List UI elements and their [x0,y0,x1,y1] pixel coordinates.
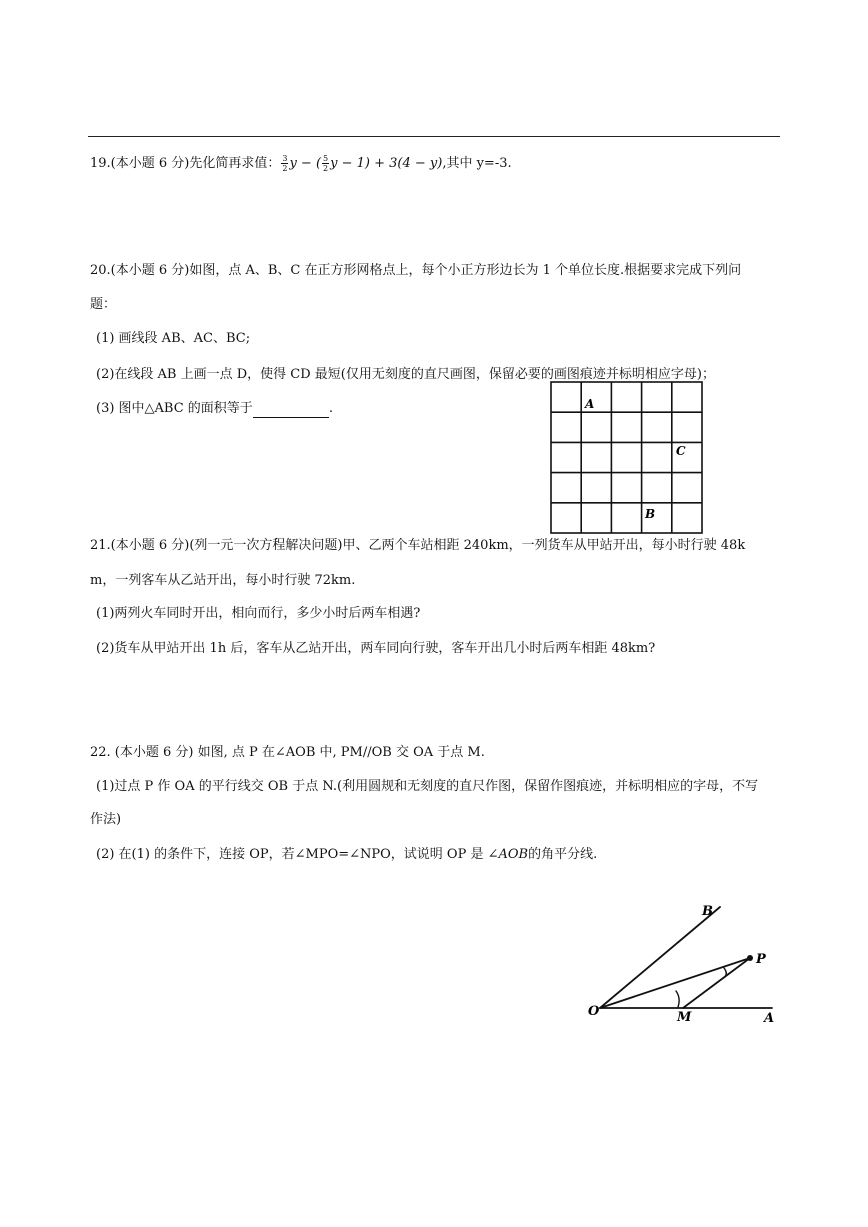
q22-part-1b: 作法) [90,812,122,827]
grid-label-b: B [645,507,656,521]
q20-part-3-text: (3) 图中△ABC 的面积等于 [96,401,253,416]
q22-part-2 [96,846,597,864]
angle-figure [580,895,790,1035]
q20-part-2: (2)在线段 AB 上画一点 D，使得 CD 最短(仅用无刻度的直尺画图，保留必要的画图痕迹并标明相应字母)； [96,367,715,382]
q22-part-2-text: (2) 在(1) 的条件下，连接 OP，若∠MPO=∠NPO，试说明 OP 是 [96,847,488,862]
q21-line-1: 21.(本小题 6 分)(列一元一次方程解决问题)甲、乙两个车站相距 240km，一列货车从甲站开出，每小时行驶 48k [90,538,746,553]
q19-term-2: y − 1) + 3(4 − y) [330,156,443,171]
header-rule [88,136,780,137]
q20-part-3-end: . [328,401,333,416]
answer-blank [253,404,329,418]
figure-label-a: A [764,1011,775,1026]
figure-label-m: M [677,1010,692,1025]
q21-line-2: m，一列客车从乙站开出，每小时行驶 72km. [90,573,356,588]
q19-term-1: y − ( [289,156,322,171]
figure-label-o: O [588,1004,600,1019]
q22-part-1a: (1)过点 P 作 OA 的平行线交 OB 于点 N.(利用圆规和无刻度的直尺作图，保留作图痕迹，并标明相应的字母，不写 [96,779,759,794]
q19-fraction-1: $\frac{3}{2}$ [282,154,288,173]
square-grid-figure [549,380,705,536]
q21-part-2: (2)货车从甲站开出 1h 后，客车从乙站开出，两车同向行驶，客车开出几小时后两车相距 48km? [96,641,656,656]
q20-line-2: 题： [90,297,117,312]
grid-label-c: C [676,444,686,458]
q19-fraction-2: $\frac{5}{2}$ [323,154,329,173]
q22-line-1: 22. (本小题 6 分) 如图, 点 P 在∠AOB 中, PM//OB 交 OA 于点 M. [90,745,485,760]
q20-part-1: (1) 画线段 AB、AC、BC; [96,331,251,346]
grid-label-a: A [585,397,595,411]
point-p [747,955,753,961]
q22-part-2-end: 的角平分线. [528,847,598,862]
question-19 [90,154,512,173]
figure-label-p: P [756,952,766,967]
q19-prefix: 19.(本小题 6 分)先化简再求值： [90,156,281,171]
q20-line-1: 20.(本小题 6 分)如图，点 A、B、C 在正方形网格点上，每个小正方形边长为 1 个单位长度.根据要求完成下列问 [90,263,742,278]
q21-part-1: (1)两列火车同时开出，相向而行，多少小时后两车相遇? [96,606,421,621]
q20-part-3 [96,400,333,418]
q19-suffix: ,其中 y=-3. [442,156,512,171]
figure-label-b: B [702,904,713,919]
q22-angle-aob: ∠AOB [487,847,529,862]
